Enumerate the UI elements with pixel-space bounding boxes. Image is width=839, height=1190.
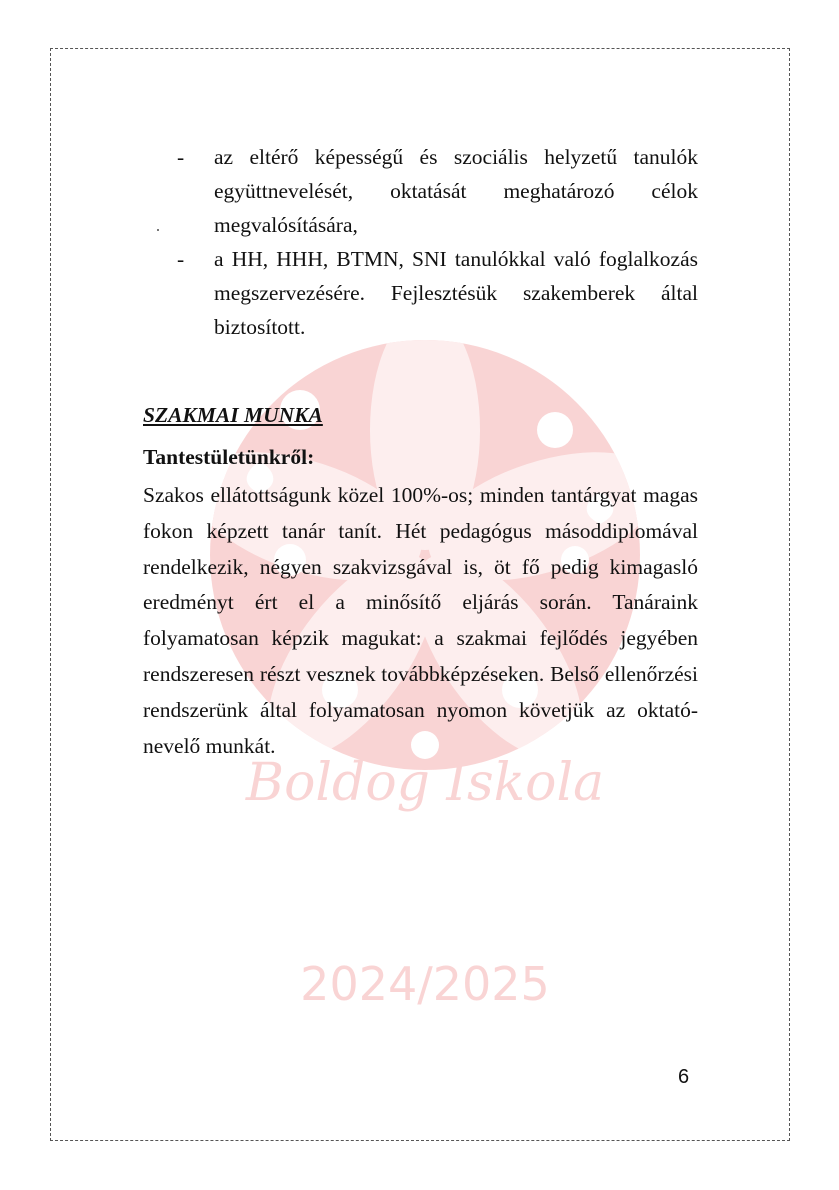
bullet-text: a HH, HHH, BTMN, SNI tanulókkal való foglalkozás megszervezésére. Fejlesztésük szakemberek által biztosított.	[214, 247, 698, 339]
bullet-list	[143, 140, 698, 344]
subtitle: Tantestületünkről:	[143, 445, 315, 469]
body-paragraph: Szakos ellátottságunk közel 100%-os; minden tantárgyat magas fokon képzett tanár tanít. Hét pedagógus másoddiplomával rendelkezik, négyen szakvizsgával is, öt fő pedig kimagasló eredményt ért el a minősítő eljárás során. Tanáraink folyamatosan képzik magukat: a szakmai fejlődés jegyében rendszeresen részt vesznek továbbképzéseken. Belső ellenőrzési rendszerünk által folyamatosan nyomon követjük az oktató-nevelő munkát.	[143, 483, 698, 758]
list-item	[143, 242, 698, 344]
bullet-text: az eltérő képességű és szociális helyzetű tanulók együttnevelését, oktatását meghatározó célok megvalósítására,	[214, 145, 698, 237]
watermark-year-text: 2024/2025	[300, 957, 550, 1011]
section-title: SZAKMAI MUNKA	[143, 403, 323, 427]
bullet-marker: -	[177, 145, 185, 169]
page-number: 6	[678, 1066, 690, 1088]
bullet-marker: -	[177, 247, 185, 271]
watermark-script-text: Boldog Iskola	[245, 753, 605, 813]
page-content	[143, 140, 698, 764]
list-item	[143, 140, 698, 242]
